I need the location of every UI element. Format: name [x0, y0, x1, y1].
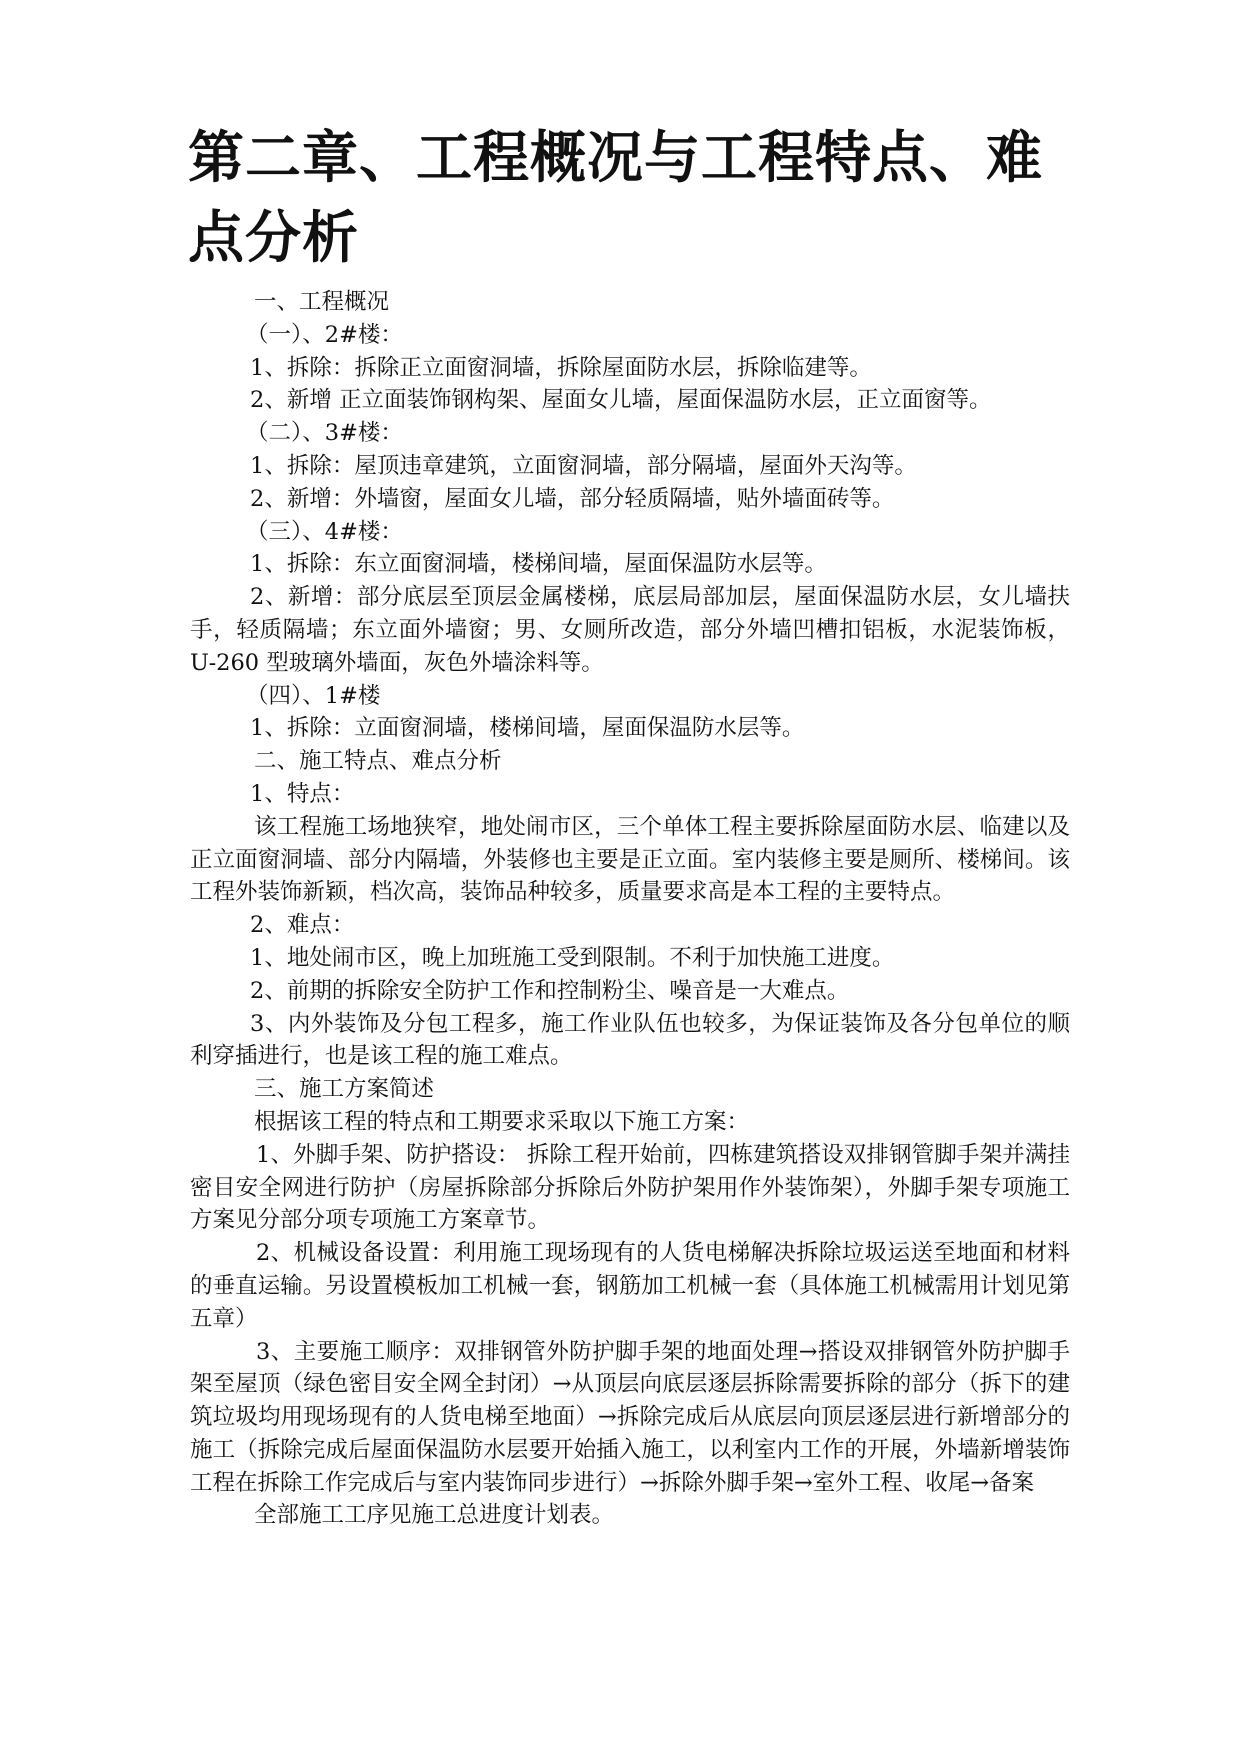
paragraph: （一）、2#楼：	[246, 321, 403, 348]
paragraph: 1、外脚手架、防护搭设： 拆除工程开始前，四栋建筑搭设双排钢管脚手架并满挂密目安全网进行防护（房屋拆除部分拆除后外防护架用作外装饰架），外脚手架专项施工方案见分部分项专项施工方案章节。	[190, 1141, 1070, 1234]
paragraph: 2、难点：	[250, 912, 355, 939]
paragraph: 2、新增：外墙窗，屋面女儿墙，部分轻质隔墙，贴外墙面砖等。	[250, 485, 895, 512]
paragraph: 3、内外装饰及分包工程多，施工作业队伍也较多，为保证装饰及各分包单位的顺利穿插进行，也是该工程的施工难点。	[190, 1010, 1070, 1070]
paragraph: （四）、1#楼	[246, 682, 381, 709]
paragraph: （二）、3#楼：	[246, 420, 403, 447]
paragraph: 1、拆除：立面窗洞墙，楼梯间墙，屋面保温防水层等。	[250, 715, 805, 742]
paragraph: 三、施工方案简述	[254, 1076, 435, 1103]
paragraph: 1、拆除：东立面窗洞墙，楼梯间墙，屋面保温防水层等。	[250, 551, 827, 578]
paragraph: 一、工程概况	[254, 289, 390, 315]
document-body	[190, 286, 1070, 1532]
paragraph: 2、新增 正立面装饰钢构架、屋面女儿墙，屋面保温防水层，正立面窗等。	[250, 387, 992, 414]
paragraph: 2、前期的拆除安全防护工作和控制粉尘、噪音是一大难点。	[250, 977, 850, 1004]
paragraph: 1、特点：	[250, 780, 355, 807]
paragraph: （三）、4#楼：	[246, 518, 403, 545]
paragraph: 2、机械设备设置：利用施工现场现有的人货电梯解决拆除垃圾运送至地面和材料的垂直运输。另设置模板加工机械一套，钢筋加工机械一套（具体施工机械需用计划见第五章）	[190, 1240, 1070, 1332]
paragraph: 全部施工工序见施工总进度计划表。	[254, 1502, 615, 1529]
chapter-title: 第二章、工程概况与工程特点、难点分析	[188, 125, 1043, 271]
paragraph: 2、新增：部分底层至顶层金属楼梯，底层局部加层，屋面保温防水层，女儿墙扶手，轻质隔墙；东立面外墙窗；男、女厕所改造，部分外墙凹槽扣铝板，水泥装饰板，U-260 型玻璃外墙面，灰色外墙涂料等。	[190, 584, 1070, 676]
paragraph: 3、主要施工顺序：双排钢管外防护脚手架的地面处理→搭设双排钢管外防护脚手架至屋顶（绿色密目安全网全封闭）→从顶层向底层逐层拆除需要拆除的部分（拆下的建筑垃圾均用现场现有的人货电梯至地面）→拆除完成后从底层向顶层逐层进行新增部分的施工（拆除完成后屋面保温防水层要开始插入施工，以利室内工作的开展，外墙新增装饰工程在拆除工作完成后与室内装饰同步进行）→拆除外脚手架→室外工程、收尾→备案	[190, 1338, 1070, 1496]
paragraph: 1、拆除：屋顶违章建筑，立面窗洞墙，部分隔墙，屋面外天沟等。	[250, 452, 917, 479]
paragraph: 1、拆除：拆除正立面窗洞墙，拆除屋面防水层，拆除临建等。	[250, 354, 872, 381]
paragraph: 1、地处闹市区，晚上加班施工受到限制。不利于加快施工进度。	[250, 944, 895, 971]
paragraph: 根据该工程的特点和工期要求采取以下施工方案：	[254, 1108, 750, 1135]
paragraph: 二、施工特点、难点分析	[254, 748, 502, 775]
paragraph: 该工程施工场地狭窄，地处闹市区，三个单体工程主要拆除屋面防水层、临建以及正立面窗洞墙、部分内隔墙，外装修也主要是正立面。室内装修主要是厕所、楼梯间。该工程外装饰新颖，档次高，装饰品种较多，质量要求高是本工程的主要特点。	[190, 813, 1070, 906]
